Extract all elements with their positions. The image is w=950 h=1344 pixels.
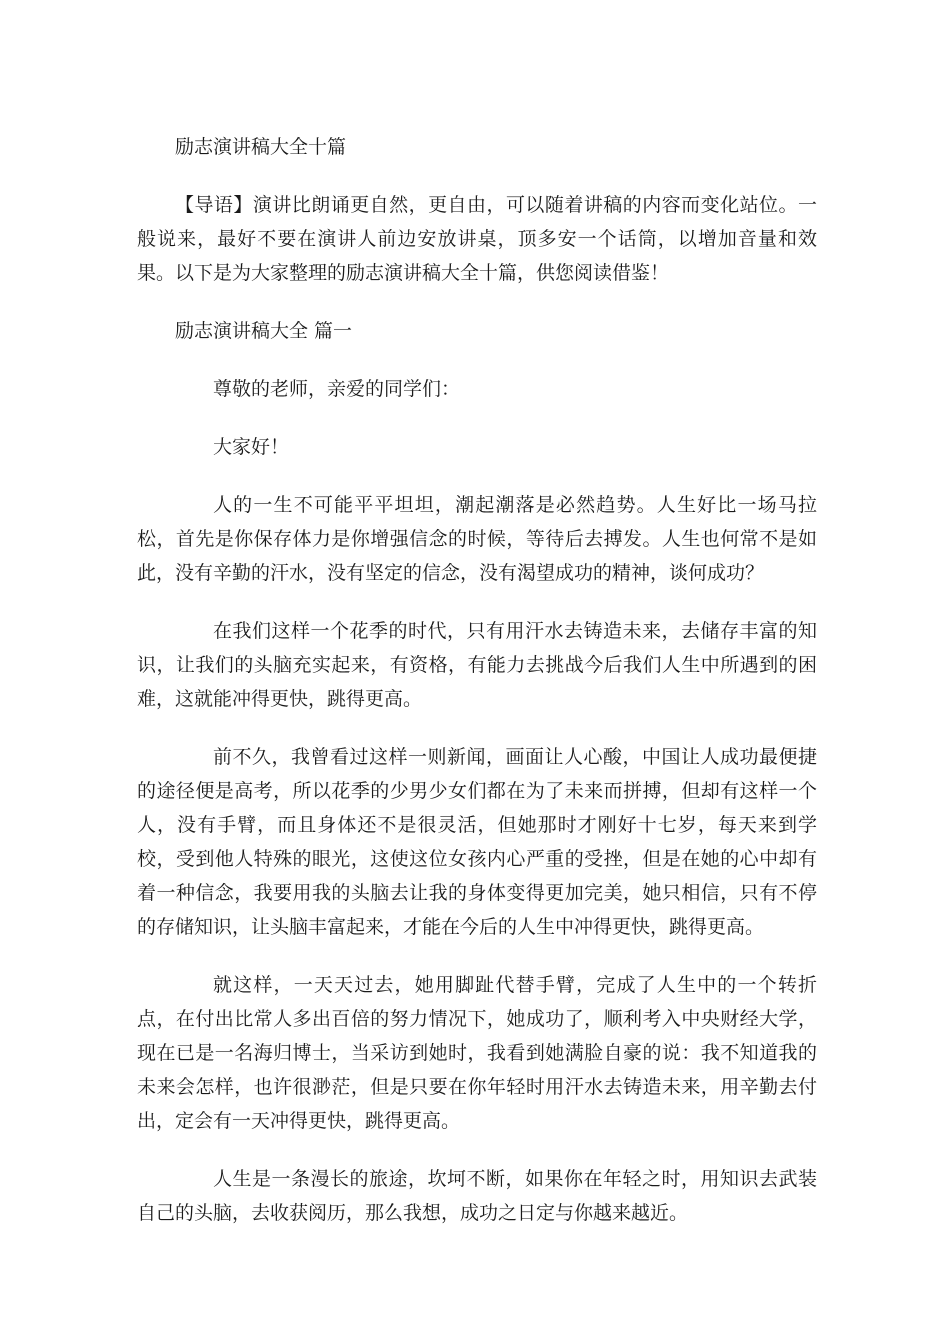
body-paragraph: 人的一生不可能平平坦坦，潮起潮落是必然趋势。人生好比一场马拉松，首先是你保存体力是你增强信念的时候，等待后去搏发。人生也何常不是如此，没有辛勤的汗水，没有坚定的信念，没有渴望成功的精神，谈何成功？ bbox=[137, 494, 817, 584]
body-paragraph: 人生是一条漫长的旅途，坎坷不断，如果你在年轻之时，用知识去武装自己的头脑，去收获阅历，那么我想，成功之日定与你越来越近。 bbox=[137, 1168, 817, 1224]
greeting-line: 大家好！ bbox=[213, 436, 290, 458]
body-paragraph: 在我们这样一个花季的时代，只有用汗水去铸造未来，去储存丰富的知识，让我们的头脑充实起来，有资格，有能力去挑战今后我们人生中所遇到的困难，这就能冲得更快，跳得更高。 bbox=[137, 620, 817, 710]
intro-paragraph: 【导语】演讲比朗诵更自然，更自由，可以随着讲稿的内容而变化站位。一般说来，最好不要在演讲人前边安放讲桌，顶多安一个话筒，以增加音量和效果。以下是为大家整理的励志演讲稿大全十篇，供您阅读借鉴！ bbox=[137, 194, 817, 284]
body-paragraph: 就这样，一天天过去，她用脚趾代替手臂，完成了人生中的一个转折点，在付出比常人多出百倍的努力情况下，她成功了，顺利考入中央财经大学，现在已是一名海归博士，当采访到她时，我看到她满脸自豪的说：我不知道我的未来会怎样，也许很渺茫，但是只要在你年轻时用汗水去铸造未来，用辛勤去付出，定会有一天冲得更快，跳得更高。 bbox=[137, 974, 817, 1132]
salutation-line: 尊敬的老师，亲爱的同学们： bbox=[213, 378, 461, 400]
document-page bbox=[137, 130, 817, 1230]
section-title: 励志演讲稿大全 篇一 bbox=[175, 320, 353, 342]
body-paragraph: 前不久，我曾看过这样一则新闻，画面让人心酸，中国让人成功最便捷的途径便是高考，所以花季的少男少女们都在为了未来而拼搏，但却有这样一个人，没有手臂，而且身体还不是很灵活，但她那时才刚好十七岁，每天来到学校，受到他人特殊的眼光，这使这位女孩内心严重的受挫，但是在她的心中却有着一种信念，我要用我的头脑去让我的身体变得更加完美，她只相信，只有不停的存储知识，让头脑丰富起来，才能在今后的人生中冲得更快，跳得更高。 bbox=[137, 746, 817, 938]
document-title: 励志演讲稿大全十篇 bbox=[175, 136, 347, 158]
